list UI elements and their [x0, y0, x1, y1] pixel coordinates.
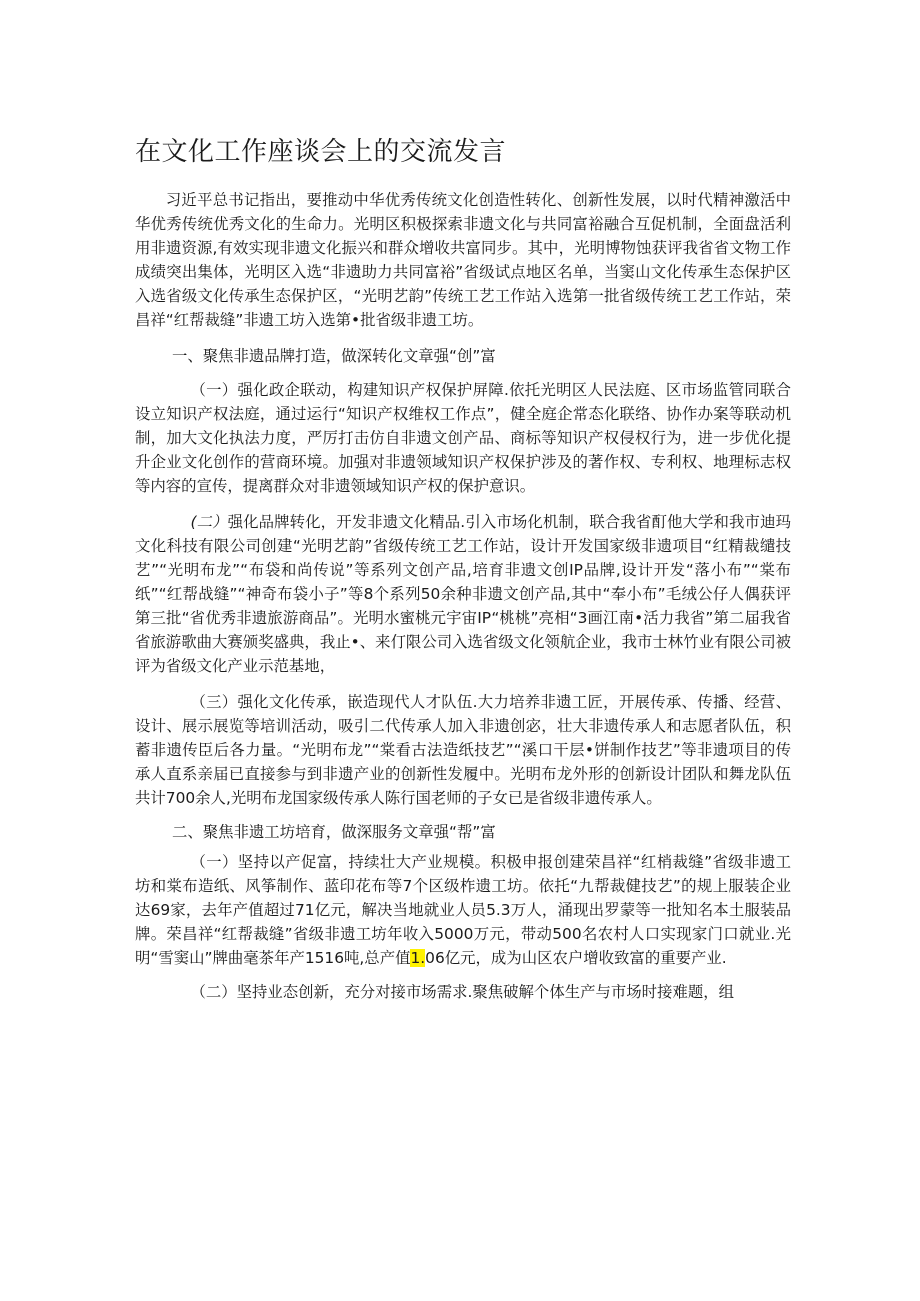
document-title: 在文化工作座谈会上的交流发言	[135, 137, 507, 167]
section-1-paragraph-2	[135, 510, 791, 678]
section-2-paragraph-2: （二）坚持业态创新，充分对接市场需求.聚焦破解个体生产与市场时接难题，组	[190, 983, 735, 1001]
section-2-paragraph-1	[135, 850, 791, 970]
document-body	[135, 188, 791, 1004]
paragraph-2-lead: (二）	[190, 513, 228, 531]
section-2-heading: 二、聚焦非遗工坊培育，做深服务文章强“帮”富	[171, 823, 496, 841]
highlighted-text: 1.	[410, 949, 426, 967]
paragraph-text-continued: 06亿元，成为山区农户增收致富的重要产业.	[425, 949, 727, 967]
section-1-paragraph-1: （一）强化政企联动，构建知识产权保护屏障.依托光明区人民法庭、区市场监管同联合设立知识产权法庭，通过运行“知识产权维权工作点”，健全庭企常态化联络、协作办案等联动机制，加大文化执法力度，严厉打击仿自非遗文创产品、商标等知识产权侵权行为，进一步优化提升企业文化创作的营商环境。加强对非遗领域知识产权保护涉及的著作权、专利权、地理标志权等内容的宣传，提离群众对非遗领域知识产权的保护意识。	[135, 381, 791, 495]
section-1-paragraph-3: （三）强化文化传承，嵌造现代人才队伍.大力培养非遗工匠，开展传承、传播、经营、设计、展示展览等培训活动，吸引二代传承人加入非遗创宓，壮大非遗传承人和志愿者队伍，积蓄非遗传臣后各力量。“光明布龙”“棠看古法造纸技艺”“溪口干层•饼制作技艺”等非遗项目的传承人直系亲届已直接参与到非遗产业的创新性发履中。光明布龙外形的创新设计团队和舞龙队伍共计700余人,光明布龙国家级传承人陈行国老师的子女已是省级非遗传承人。	[135, 693, 791, 807]
intro-paragraph: 习近平总书记指出，要推动中华优秀传统文化创造性转化、创新性发展，以时代精神激活中华优秀传统优秀文化的生命力。光明区积极探索非遗文化与共同富裕融合互促机制，全面盘活利用非遗资源,有效实现非遗文化振兴和群众增收共富同步。其中，光明博物蚀获评我省省文物工作成绩突出集体，光明区入选“非遗助力共同富裕”省级试点地区名单，当窦山文化传承生态保护区入选省级文化传承生态保护区，“光明艺韵”传统工艺工作站入选第一批省级传统工艺工作站，荣昌祥“红帮裁缝”非遗工坊入选第•批省级非遗工坊。	[135, 191, 791, 329]
paragraph-2-body: 强化品牌转化，开发非遗文化精品.引入市场化机制，联合我省酊他大学和我市迪玛文化科技有限公司创建“光明艺韵”省级传统工艺工作站，设计开发国家级非遗项目“红精裁缱技艺”“光明布龙”“布袋和尚传说”等系列文创产品,培育非遗文创IP品牌,设计开发“落小布”“棠布纸”“红帮战缝”“神奇布袋小子”等8个系列50余种非遗文创产品,其中“奉小布”毛绒公仔人偶获评第三批“省优秀非遗旅游商品”。光明水蜜桃元宇宙IP“桃桃”亮相“3画江南•活力我省”第二届我省省旅游歌曲大赛颁奖盛典，我止•、来仃限公司入选省级文化领航企业，我市士林竹业有限公司被评为省级文化产业示范基地，	[135, 513, 791, 675]
paragraph-text: （一）坚持以产促富，持续壮大产业规模。积极申报创建荣昌祥“红梢裁缝”省级非遗工坊和棠布造纸、风筝制作、蓝印花布等7个区级柞遗工坊。依托“九帮裁健技艺”的规上服装企业达69家，去年产值超过71亿元，解决当地就业人员5.3万人，涌现出罗蒙等一批知名本土服装品牌。荣昌祥“红帮裁缝”省级非遗工坊年收入5000万元，带动500名农村人口实现家门口就业.光明“雪窦山”牌曲毫茶年产1516吨,总产值	[135, 853, 791, 967]
section-1-heading: 一、聚焦非遗品牌打造，做深转化文章强“创”富	[171, 347, 496, 365]
